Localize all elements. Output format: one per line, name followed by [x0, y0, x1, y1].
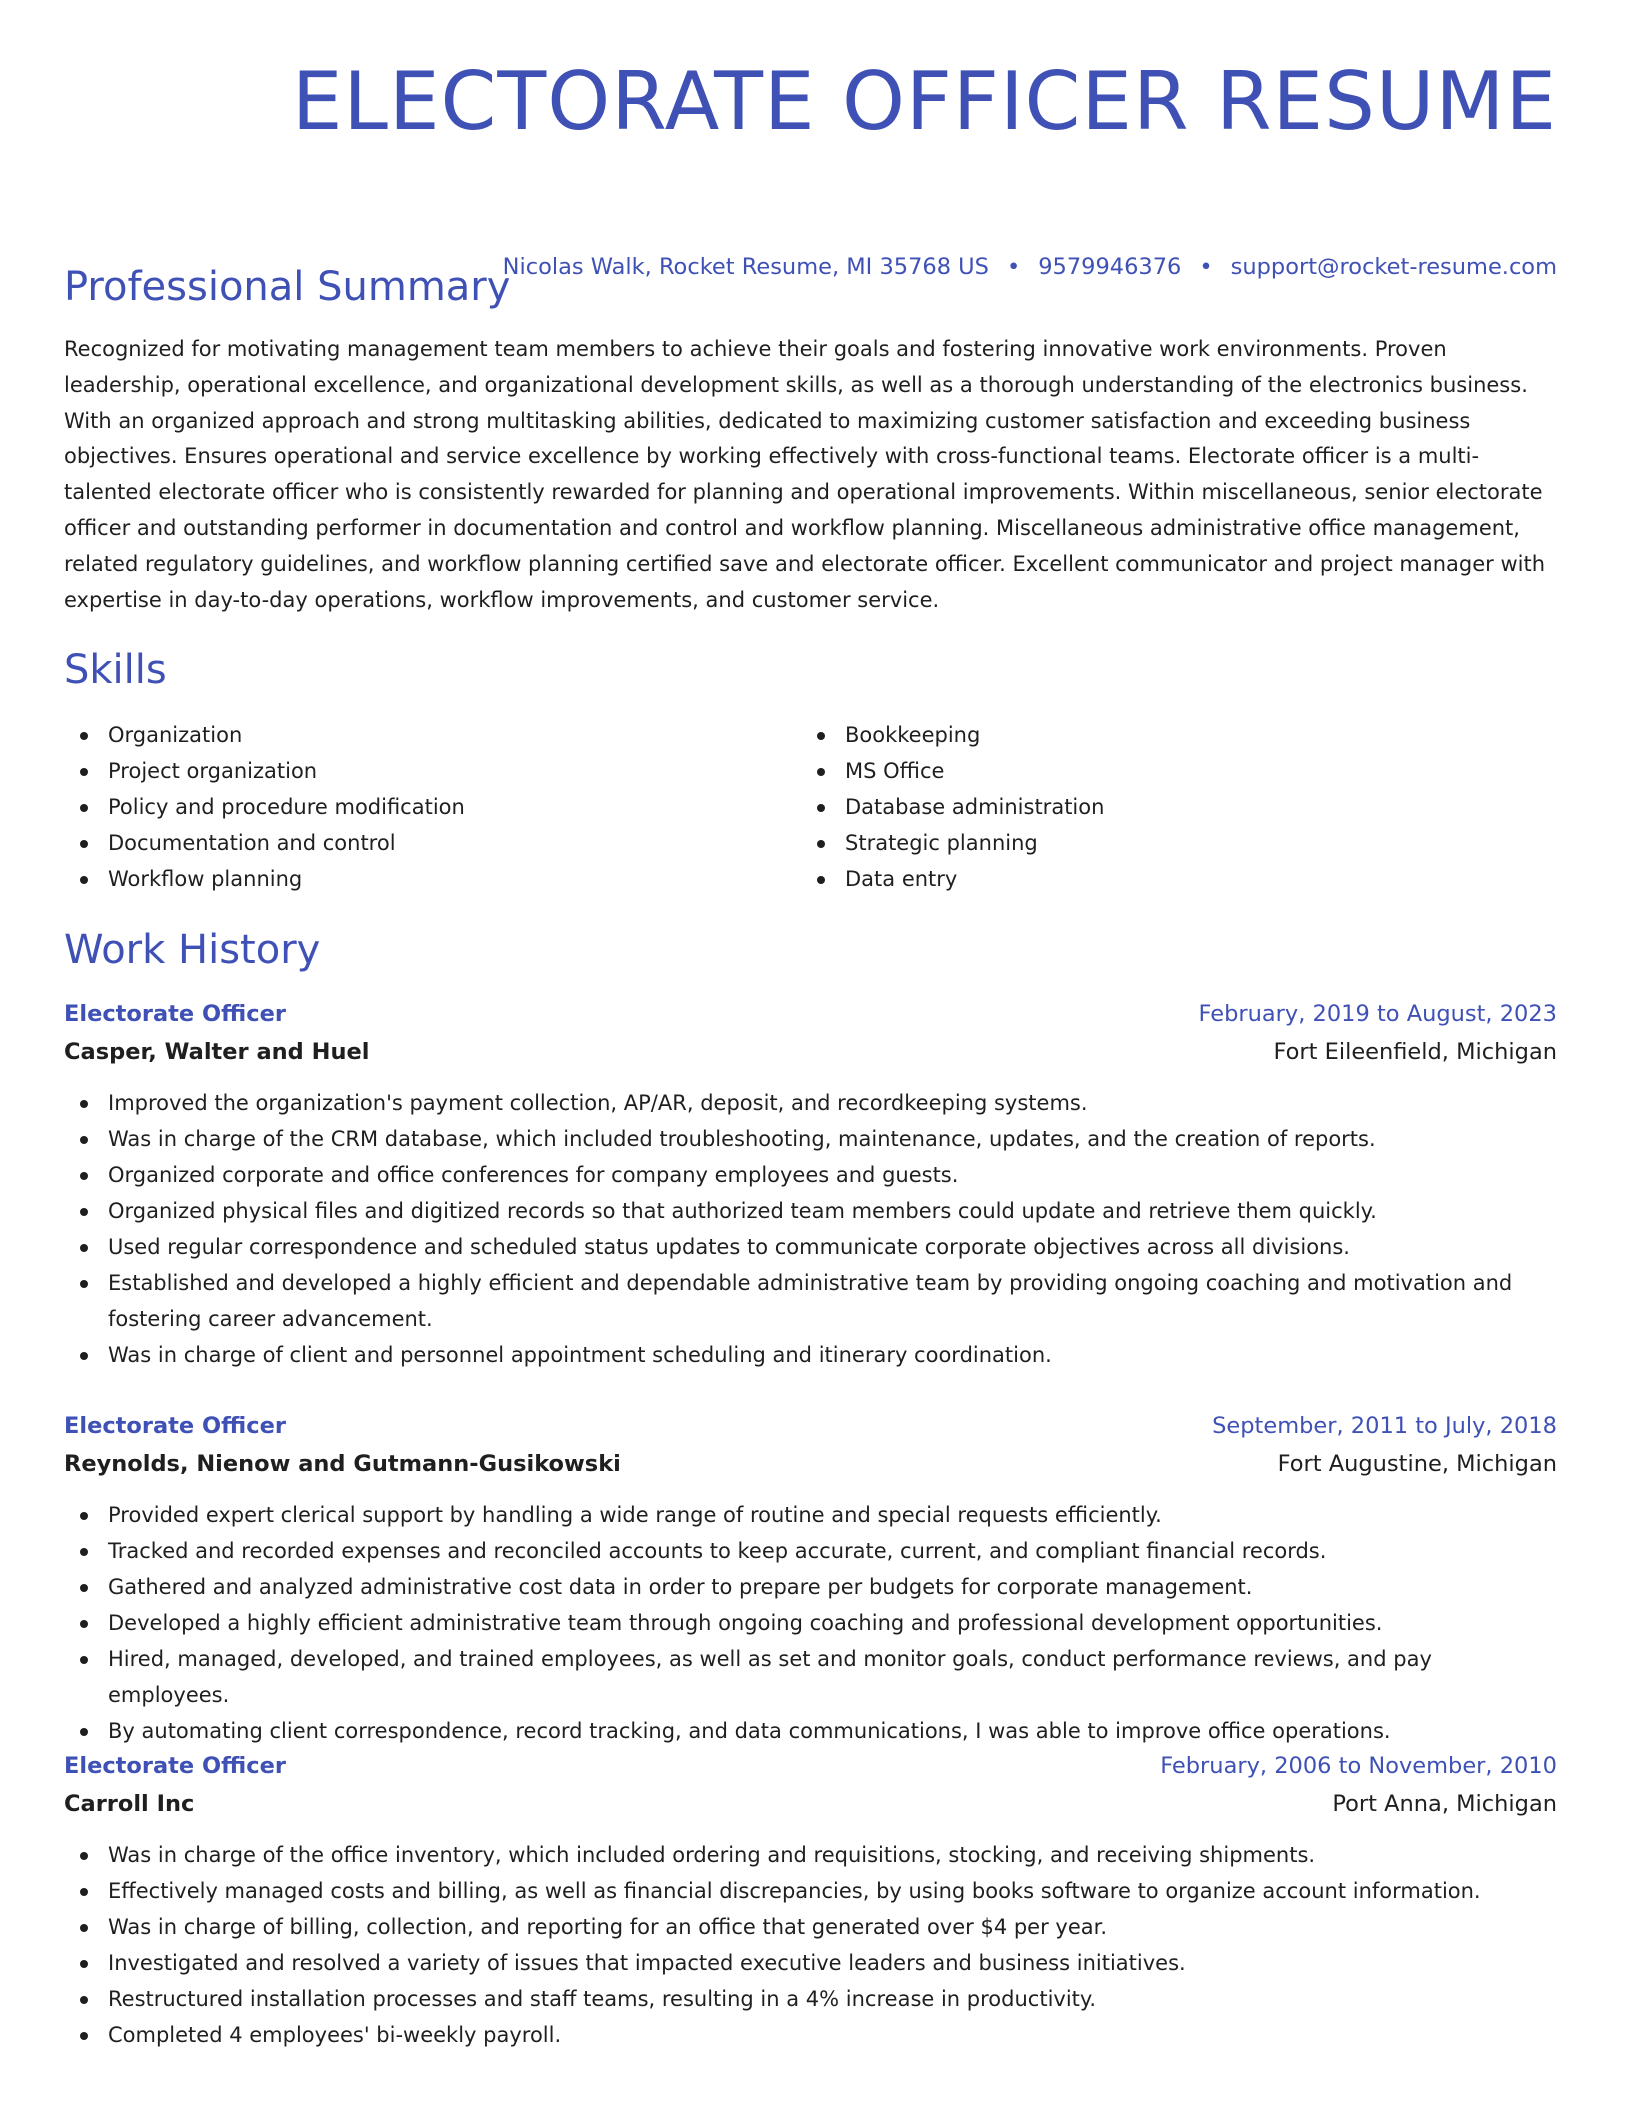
- job-title: Electorate Officer: [64, 1413, 286, 1439]
- skill-item: Data entry: [801, 861, 1538, 897]
- skills-column-right: [801, 717, 1538, 897]
- job-bullet: Organized physical files and digitized records so that authorized team members could update and retrieve them quickly.: [64, 1193, 1557, 1229]
- job-company: Reynolds, Nienow and Gutmann-Gusikowski: [64, 1451, 621, 1477]
- job-bullet: Tracked and recorded expenses and reconciled accounts to keep accurate, current, and compliant financial records.: [64, 1533, 1557, 1569]
- job-bullet: Gathered and analyzed administrative cost data in order to prepare per budgets for corporate management.: [64, 1569, 1557, 1605]
- separator-dot: •: [1199, 254, 1213, 280]
- job-bullets: [64, 1085, 1557, 1373]
- contact-phone: 9579946376: [1038, 254, 1182, 280]
- skill-item: MS Office: [801, 753, 1538, 789]
- skill-item: Documentation and control: [64, 825, 801, 861]
- job-bullet: Was in charge of the office inventory, which included ordering and requisitions, stocking, and receiving shipments.: [64, 1837, 1557, 1873]
- job-bullet: Organized corporate and office conferences for company employees and guests.: [64, 1157, 1557, 1193]
- summary-text: Recognized for motivating management team members to achieve their goals and fostering innovative work environments. Proven leadership, operational excellence, and organizational development skills, as well as a thorough understanding of the electronics business. With an organized approach and strong multitasking abilities, dedicated to maximizing customer satisfaction and exceeding business objectives. Ensures operational and service excellence by working effectively with cross-functional teams. Electorate officer is a multi-talented electorate officer who is consistently rewarded for planning and operational improvements. Within miscellaneous, senior electorate officer and outstanding performer in documentation and control and workflow planning. Miscellaneous administrative office management, related regulatory guidelines, and workflow planning certified save and electorate officer. Excellent communicator and project manager with expertise in day-to-day operations, workflow improvements, and customer service.: [64, 337, 1546, 612]
- skills-heading: Skills: [64, 647, 167, 693]
- skill-item: Strategic planning: [801, 825, 1538, 861]
- job-bullet: Was in charge of the CRM database, which included troubleshooting, maintenance, updates, and the creation of reports.: [64, 1121, 1557, 1157]
- job-location: Port Anna, Michigan: [1332, 1791, 1557, 1817]
- skills-list: [64, 717, 1557, 897]
- job-bullet: Was in charge of billing, collection, and reporting for an office that generated over $4 per year.: [64, 1909, 1557, 1945]
- job-bullet: Completed 4 employees' bi-weekly payroll.: [64, 2017, 1557, 2053]
- skills-column-left: [64, 717, 801, 897]
- resume-page: [64, 0, 1557, 2047]
- skill-item: Policy and procedure modification: [64, 789, 801, 825]
- job-bullet: Established and developed a highly efficient and dependable administrative team by providing ongoing coaching and motivation and fostering career advancement.: [64, 1265, 1557, 1337]
- job-bullet: Improved the organization's payment collection, AP/AR, deposit, and recordkeeping systems.: [64, 1085, 1557, 1121]
- job-dates: September, 2011 to July, 2018: [1212, 1413, 1557, 1439]
- job-dates: February, 2019 to August, 2023: [1198, 1001, 1557, 1027]
- job-entry: [64, 1747, 1557, 2053]
- job-location: Fort Augustine, Michigan: [1277, 1451, 1557, 1477]
- job-bullet: Hired, managed, developed, and trained employees, as well as set and monitor goals, conduct performance reviews, and pay employees.: [64, 1641, 1557, 1713]
- job-dates: February, 2006 to November, 2010: [1160, 1753, 1557, 1779]
- job-title: Electorate Officer: [64, 1001, 286, 1027]
- job-bullets: [64, 1497, 1557, 1749]
- skill-item: Database administration: [801, 789, 1538, 825]
- skill-item: Bookkeeping: [801, 717, 1538, 753]
- work-history-heading: Work History: [64, 927, 321, 973]
- job-title: Electorate Officer: [64, 1753, 286, 1779]
- job-company: Carroll Inc: [64, 1791, 195, 1817]
- job-bullet: Used regular correspondence and scheduled status updates to communicate corporate objectives across all divisions.: [64, 1229, 1557, 1265]
- job-bullet: By automating client correspondence, record tracking, and data communications, I was able to improve office operations.: [64, 1713, 1557, 1749]
- resume-title: ELECTORATE OFFICER RESUME: [291, 55, 1557, 148]
- job-location: Fort Eileenfield, Michigan: [1273, 1039, 1557, 1065]
- job-bullet: Developed a highly efficient administrative team through ongoing coaching and professional development opportunities.: [64, 1605, 1557, 1641]
- job-bullet: Provided expert clerical support by handling a wide range of routine and special requests efficiently.: [64, 1497, 1557, 1533]
- job-entry: [64, 1407, 1557, 1749]
- contact-line: [503, 252, 1557, 282]
- contact-address: Nicolas Walk, Rocket Resume, MI 35768 US: [502, 254, 989, 280]
- job-bullet: Investigated and resolved a variety of issues that impacted executive leaders and business initiatives.: [64, 1945, 1557, 1981]
- summary-heading: Professional Summary: [64, 264, 511, 310]
- job-company: Casper, Walter and Huel: [64, 1039, 370, 1065]
- job-bullet: Restructured installation processes and staff teams, resulting in a 4% increase in productivity.: [64, 1981, 1557, 2017]
- job-entry: [64, 995, 1557, 1373]
- job-bullet: Effectively managed costs and billing, as well as financial discrepancies, by using books software to organize account information.: [64, 1873, 1557, 1909]
- skill-item: Organization: [64, 717, 801, 753]
- contact-email: support@rocket-resume.com: [1230, 254, 1557, 280]
- skill-item: Workflow planning: [64, 861, 801, 897]
- job-bullets: [64, 1837, 1557, 2053]
- separator-dot: •: [1006, 254, 1021, 280]
- skill-item: Project organization: [64, 753, 801, 789]
- job-bullet: Was in charge of client and personnel appointment scheduling and itinerary coordination.: [64, 1337, 1557, 1373]
